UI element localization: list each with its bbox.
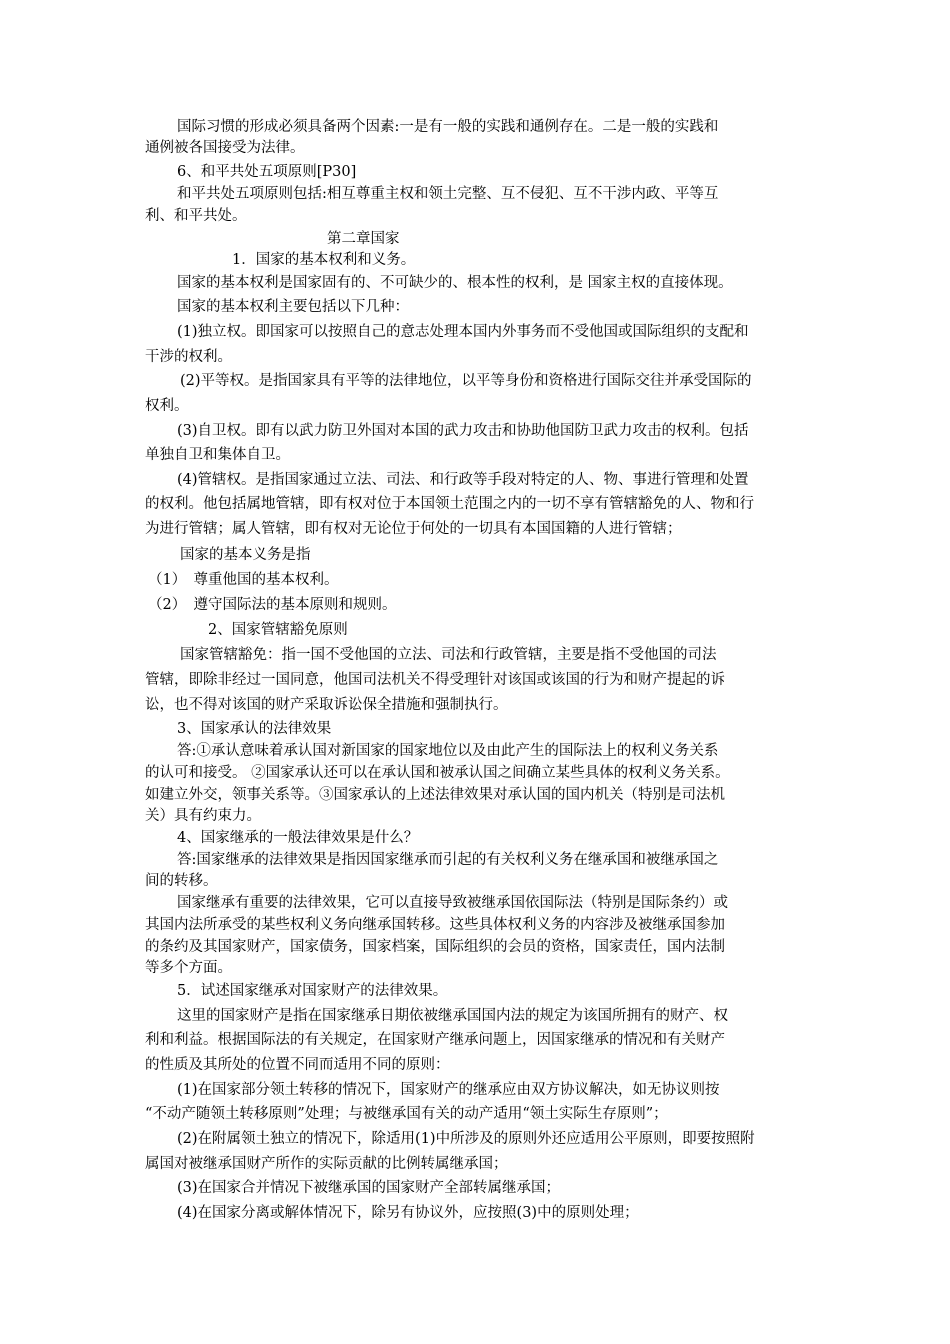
- text-line: (2)在附属领土独立的情况下，除适用(1)中所涉及的原则外还应适用公平原则，即要按照附: [177, 1131, 755, 1147]
- section-heading: 5．试述国家继承对国家财产的法律效果。: [177, 983, 448, 999]
- text-line: 的条约及其国家财产，国家债务，国家档案，国际组织的会员的资格，国家责任，国内法制: [145, 939, 725, 955]
- section-heading: 6、和平共处五项原则[P30]: [177, 164, 357, 180]
- text-line: 通例被各国接受为法律。: [145, 140, 305, 156]
- list-item: （1） 尊重他国的基本权利。: [148, 572, 339, 588]
- text-line: 利和利益。根据国际法的有关规定，在国家财产继承问题上，因国家继承的情况和有关财产: [145, 1032, 725, 1048]
- text-line: 管辖，即除非经过一国同意，他国司法机关不得受理针对该国或该国的行为和财产提起的诉: [145, 672, 725, 688]
- text-line: 等多个方面。: [145, 960, 232, 976]
- text-line: 为进行管辖；属人管辖，即有权对无论位于何处的一切具有本国国籍的人进行管辖；: [145, 521, 682, 537]
- text-line: 国家继承有重要的法律效果，它可以直接导致被继承国依国际法（特别是国际条约）或: [177, 895, 728, 911]
- text-line: 答:①承认意味着承认国对新国家的国家地位以及由此产生的国际法上的权利义务关系: [177, 743, 719, 759]
- text-line: “不动产随领土转移原则”处理；与被继承国有关的动产适用“领土实际生存原则”；: [145, 1106, 668, 1122]
- text-line: 国际习惯的形成必须具备两个因素:一是有一般的实践和通例存在。二是一般的实践和: [177, 119, 719, 135]
- text-line: 属国对被继承国财产所作的实际贡献的比例转属继承国；: [145, 1156, 508, 1172]
- text-line: 讼，也不得对该国的财产采取诉讼保全措施和强制执行。: [145, 697, 508, 713]
- text-line: 和平共处五项原则包括:相互尊重主权和领土完整、互不侵犯、互不干涉内政、平等互: [177, 186, 719, 202]
- text-line: 单独自卫和集体自卫。: [145, 447, 290, 463]
- text-line: 间的转移。: [145, 873, 218, 889]
- text-line: 其国内法所承受的某些权利义务向继承国转移。这些具体权利义务的内容涉及被继承国参加: [145, 917, 725, 933]
- text-line: (3)自卫权。即有以武力防卫外国对本国的武力攻击和协助他国防卫武力攻击的权利。包括: [177, 423, 749, 439]
- section-heading: 4、国家继承的一般法律效果是什么？: [177, 830, 419, 846]
- text-line: 权利。: [145, 398, 189, 414]
- text-line: 利、和平共处。: [145, 208, 247, 224]
- text-line: (1)独立权。即国家可以按照自己的意志处理本国内外事务而不受他国或国际组织的支配和: [177, 324, 749, 340]
- text-line: 干涉的权利。: [145, 349, 232, 365]
- text-line: 国家的基本权利主要包括以下几种：: [177, 299, 409, 315]
- section-heading: 2、国家管辖豁免原则: [208, 622, 348, 638]
- text-line: (1)在国家部分领土转移的情况下，国家财产的继承应由双方协议解决，如无协议则按: [177, 1082, 720, 1098]
- text-line: 答:国家继承的法律效果是指因国家继承而引起的有关权利义务在继承国和被继承国之: [177, 852, 719, 868]
- text-line: 国家管辖豁免：指一国不受他国的立法、司法和行政管辖，主要是指不受他国的司法: [180, 647, 717, 663]
- text-line: 的认可和接受。 ②国家承认还可以在承认国和被承认国之间确立某些具体的权利义务关系。: [145, 765, 730, 781]
- section-heading: 1．国家的基本权利和义务。: [232, 252, 416, 268]
- text-line: 这里的国家财产是指在国家继承日期依被继承国国内法的规定为该国所拥有的财产、权: [177, 1008, 728, 1024]
- text-line: 的权利。他包括属地管辖，即有权对位于本国领土范围之内的一切不享有管辖豁免的人、物和行: [145, 496, 754, 512]
- text-line: 如建立外交，领事关系等。③国家承认的上述法律效果对承认国的国内机关（特别是司法机: [145, 787, 725, 803]
- text-line: 关）具有约束力。: [145, 808, 261, 824]
- text-line: 的性质及其所处的位置不同而适用不同的原则：: [145, 1057, 450, 1073]
- text-line: (2)平等权。是指国家具有平等的法律地位，以平等身份和资格进行国际交往并承受国际的: [180, 373, 752, 389]
- section-heading: 3、国家承认的法律效果: [177, 721, 332, 737]
- text-line: 国家的基本权利是国家固有的、不可缺少的、根本性的权利，是 国家主权的直接体现。: [177, 275, 733, 291]
- chapter-title: 第二章国家: [327, 231, 400, 247]
- list-item: （2） 遵守国际法的基本原则和规则。: [148, 597, 397, 613]
- text-line: 国家的基本义务是指: [180, 547, 311, 563]
- text-line: (3)在国家合并情况下被继承国的国家财产全部转属继承国；: [177, 1180, 561, 1196]
- text-line: (4)在国家分离或解体情况下，除另有协议外，应按照(3)中的原则处理；: [177, 1205, 639, 1221]
- text-line: (4)管辖权。是指国家通过立法、司法、和行政等手段对特定的人、物、事进行管理和处置: [177, 472, 749, 488]
